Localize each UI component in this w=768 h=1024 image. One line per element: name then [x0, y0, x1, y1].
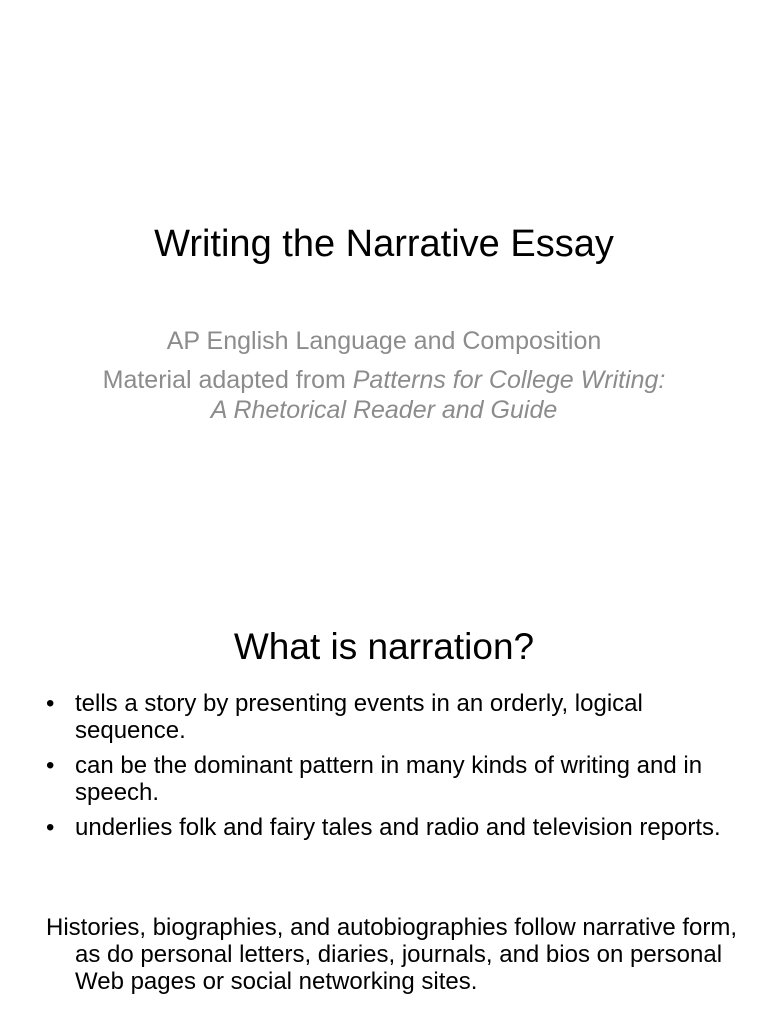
slide-title: Writing the Narrative Essay — [154, 223, 614, 265]
subtitle-source — [100, 365, 668, 425]
bullet-item — [46, 690, 736, 744]
bullet-text: can be the dominant pattern in many kinds of writing and in speech. — [75, 752, 703, 806]
subtitle-source-prefix: Material adapted from — [102, 366, 353, 394]
bullet-text: underlies folk and fairy tales and radio and television reports. — [75, 814, 721, 841]
subtitle-source-book: Patterns for College Writing: A Rhetorical Reader and Guide — [210, 366, 666, 424]
bullet-icon: • — [46, 752, 55, 779]
bullet-icon: • — [46, 690, 55, 717]
slide-subtitle — [100, 326, 668, 425]
bullet-text: tells a story by presenting events in an orderly, logical sequence. — [75, 690, 643, 744]
bullet-list — [46, 690, 736, 849]
bullet-item — [46, 814, 736, 841]
bullet-item — [46, 752, 736, 806]
narration-slide — [0, 578, 768, 1024]
subtitle-course: AP English Language and Composition — [166, 327, 602, 355]
bullet-icon: • — [46, 814, 55, 841]
slide-heading: What is narration? — [233, 626, 535, 667]
narrative-forms-paragraph: Histories, biographies, and autobiographies follow narrative form, as do personal letters, diaries, journals, and bios on personal Web pages or social networking sites. — [46, 914, 738, 995]
